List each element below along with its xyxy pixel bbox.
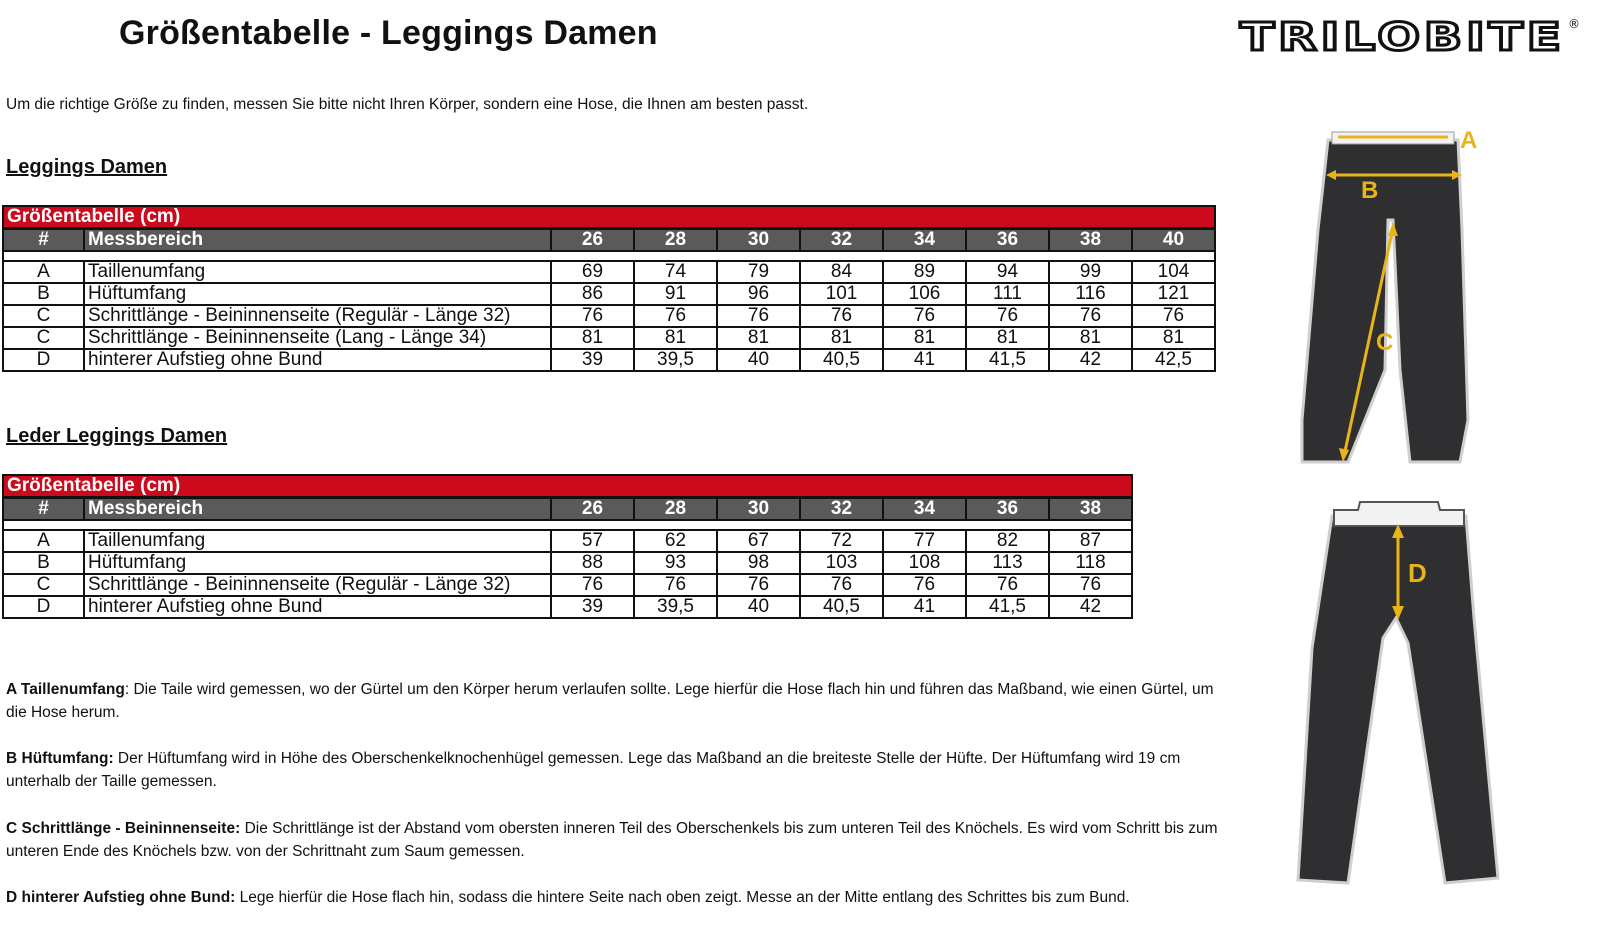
table-row [3,349,1215,371]
row-label: Taillenumfang [84,530,551,552]
row-value: 39 [551,596,634,618]
description-term: A Taillenumfang [6,681,125,698]
row-value: 76 [1049,574,1132,596]
row-value: 42 [1049,596,1132,618]
intro-text: Um die richtige Größe zu finden, messen Sie bitte nicht Ihren Körper, sondern eine Hose, die Ihnen am besten passt. [6,96,809,113]
row-value: 81 [1049,327,1132,349]
table-row [3,305,1215,327]
header-size: 30 [717,229,800,252]
row-value: 40 [717,596,800,618]
description-a: A Taillenumfang: Die Taile wird gemessen, wo der Gürtel um den Körper herum verlaufen sollte. Lege hierfür die Hose flach hin und führen das Maßband, wie einen Gürtel, um die Hose herum. [6,681,1214,721]
measure-label-c: C [1376,329,1394,356]
row-value: 76 [1049,305,1132,327]
description-text: Die Schrittlänge ist der Abstand vom obersten inneren Teil des Oberschenkels bis zum unteren Teil des Knöchels. Es wird vom Schritt bis zum unteren Ende des Knöchels bzw. von der Schrittnaht zum Saum gemessen. [6,820,1218,860]
row-value: 84 [800,261,883,283]
row-value: 76 [634,305,717,327]
table-caption: Größentabelle (cm) [3,206,1215,229]
row-value: 76 [1132,305,1215,327]
row-value: 81 [634,327,717,349]
row-value: 98 [717,552,800,574]
row-value: 76 [883,305,966,327]
row-label: hinterer Aufstieg ohne Bund [84,596,551,618]
table-caption: Größentabelle (cm) [3,475,1132,498]
section-title-leder-leggings: Leder Leggings Damen [6,425,228,447]
row-value: 76 [966,574,1049,596]
row-value: 41,5 [966,349,1049,371]
row-value: 116 [1049,283,1132,305]
row-code: A [3,261,84,283]
row-value: 42 [1049,349,1132,371]
description-d [6,886,1236,909]
row-value: 106 [883,283,966,305]
header-size: 34 [883,229,966,252]
row-value: 121 [1132,283,1215,305]
page-title: Größentabelle - Leggings Damen [119,14,658,52]
table-header-row [3,229,1215,252]
row-value: 76 [717,305,800,327]
row-value: 94 [966,261,1049,283]
measure-label-d: D [1408,558,1427,588]
header-size: 40 [1132,229,1215,252]
header-hash: # [3,498,84,521]
row-value: 69 [551,261,634,283]
row-value: 81 [717,327,800,349]
table-row [3,261,1215,283]
row-value: 41 [883,596,966,618]
header-size: 28 [634,498,717,521]
row-value: 41,5 [966,596,1049,618]
svg-text:®: ® [1568,17,1580,31]
table-spacer-row [3,520,1132,530]
row-label: Schrittlänge - Beininnenseite (Regulär - Länge 32) [84,305,551,327]
row-value: 101 [800,283,883,305]
row-value: 81 [966,327,1049,349]
size-table-leggings [2,205,1216,372]
table-caption-row [3,206,1215,229]
header-size: 28 [634,229,717,252]
row-value: 76 [551,574,634,596]
row-code: D [3,349,84,371]
row-value: 108 [883,552,966,574]
row-value: 76 [800,574,883,596]
header-size: 26 [551,229,634,252]
row-value: 76 [634,574,717,596]
row-code: A [3,530,84,552]
description-term: B Hüftumfang: [6,750,114,767]
row-value: 82 [966,530,1049,552]
header-hash: # [3,229,84,252]
header-size: 30 [717,498,800,521]
description-text: Lege hierfür die Hose flach hin, sodass die hintere Seite nach oben zeigt. Messe an der Mitte entlang des Schrittes bis zum Bund. [235,889,1130,906]
row-code: C [3,327,84,349]
row-value: 81 [551,327,634,349]
row-value: 104 [1132,261,1215,283]
size-table-leder-leggings [2,474,1133,619]
description-term: C Schrittlänge - Beininnenseite: [6,820,241,837]
row-value: 103 [800,552,883,574]
row-value: 91 [634,283,717,305]
svg-text:TRILOBITE: TRILOBITE [1240,15,1565,58]
row-value: 62 [634,530,717,552]
header-size: 36 [966,229,1049,252]
row-value: 118 [1049,552,1132,574]
leggings-back-figure [1290,498,1520,893]
table-row [3,327,1215,349]
row-label: Schrittlänge - Beininnenseite (Regulär - Länge 32) [84,574,551,596]
table-spacer-row [3,251,1215,261]
row-value: 42,5 [1132,349,1215,371]
table-row [3,530,1132,552]
brand-logo [1238,14,1598,58]
measure-label-b: B [1361,177,1379,204]
row-value: 79 [717,261,800,283]
row-value: 77 [883,530,966,552]
row-value: 96 [717,283,800,305]
row-code: C [3,574,84,596]
row-value: 76 [966,305,1049,327]
leggings-front-figure [1290,120,1520,475]
row-value: 57 [551,530,634,552]
header-size: 36 [966,498,1049,521]
row-label: Hüftumfang [84,283,551,305]
table-row [3,283,1215,305]
row-value: 81 [1132,327,1215,349]
header-size: 26 [551,498,634,521]
row-value: 86 [551,283,634,305]
row-value: 81 [800,327,883,349]
row-value: 89 [883,261,966,283]
row-value: 99 [1049,261,1132,283]
header-size: 34 [883,498,966,521]
row-value: 39 [551,349,634,371]
row-label: Hüftumfang [84,552,551,574]
row-value: 39,5 [634,349,717,371]
row-value: 67 [717,530,800,552]
row-value: 113 [966,552,1049,574]
row-value: 40,5 [800,349,883,371]
row-value: 76 [883,574,966,596]
description-b [6,747,1236,793]
row-value: 40,5 [800,596,883,618]
row-value: 76 [551,305,634,327]
table-header-row [3,498,1132,521]
description-text: Der Hüftumfang wird in Höhe des Oberschenkelknochenhügel gemessen. Lege das Maßband an die breiteste Stelle der Hüfte. Der Hüftumfang wird 19 cm unterhalb der Taille gemessen. [6,750,1181,790]
table-caption-row [3,475,1132,498]
row-value: 74 [634,261,717,283]
row-value: 88 [551,552,634,574]
row-code: D [3,596,84,618]
row-value: 41 [883,349,966,371]
table-row [3,552,1132,574]
row-value: 81 [883,327,966,349]
row-code: B [3,283,84,305]
description-c [6,817,1236,863]
header-messbereich: Messbereich [84,229,551,252]
row-label: Taillenumfang [84,261,551,283]
row-code: B [3,552,84,574]
table-row [3,574,1132,596]
table-row [3,596,1132,618]
header-size: 32 [800,229,883,252]
header-size: 38 [1049,229,1132,252]
row-value: 93 [634,552,717,574]
header-size: 38 [1049,498,1132,521]
row-code: C [3,305,84,327]
row-value: 111 [966,283,1049,305]
header-messbereich: Messbereich [84,498,551,521]
measure-label-a: A [1460,127,1478,154]
row-value: 76 [717,574,800,596]
header-size: 32 [800,498,883,521]
row-value: 39,5 [634,596,717,618]
description-term: D hinterer Aufstieg ohne Bund: [6,889,236,906]
row-label: hinterer Aufstieg ohne Bund [84,349,551,371]
row-value: 40 [717,349,800,371]
section-title-leggings: Leggings Damen [6,156,168,178]
row-value: 72 [800,530,883,552]
row-label: Schrittlänge - Beininnenseite (Lang - Länge 34) [84,327,551,349]
row-value: 87 [1049,530,1132,552]
description-text: Die Taile wird gemessen, wo der Gürtel um den Körper herum verlaufen sollte. Lege hierfür die Hose flach hin und führen das Maßband, wie einen Gürtel, um die Hose herum. [6,681,1214,721]
row-value: 76 [800,305,883,327]
